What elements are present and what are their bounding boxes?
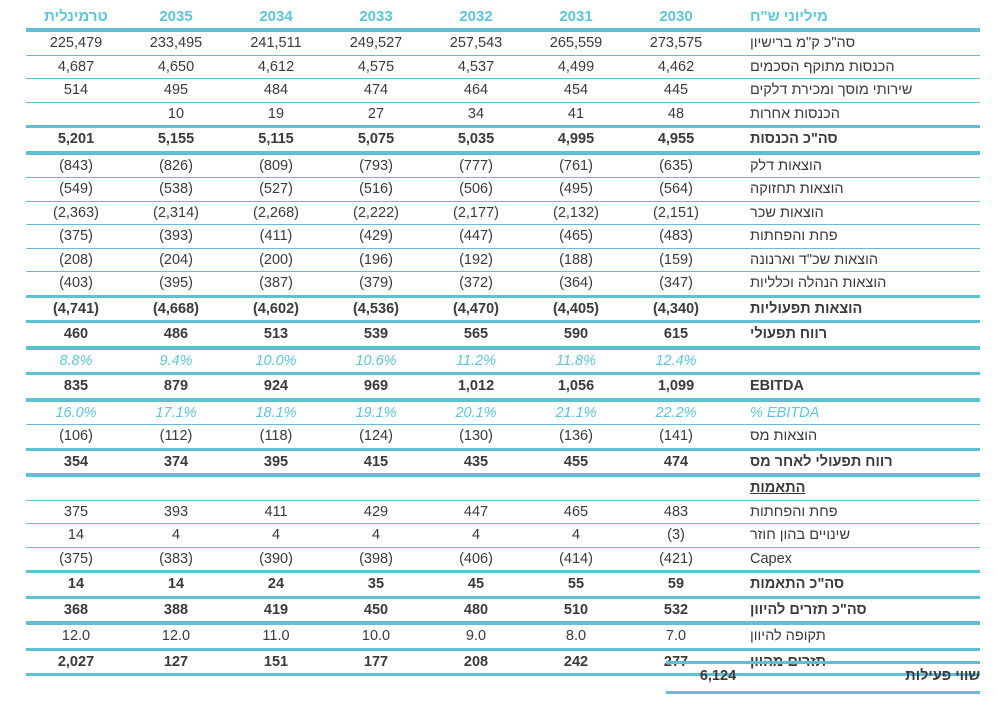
table-cell: 411 [264,503,288,520]
table-cell: 21.1% [555,404,597,421]
table-row [26,271,980,295]
year-header-2030: 2030 [659,7,693,25]
table-cell: (564) [659,181,693,198]
table-cell: (2,314) [153,204,199,221]
table-cell: (2,151) [653,204,699,221]
year-header-terminal: טרמינלית [44,7,108,25]
table-cell: (4,536) [353,300,399,317]
table-cell: 11.8% [555,352,597,369]
table-row [26,570,980,599]
table-cell: 17.1% [155,404,197,421]
table-row [26,349,980,373]
table-cell: 435 [463,453,489,470]
row-label: רווח תפעולי לאחר מס [750,453,893,470]
table-cell: 495 [163,82,189,99]
table-cell: 465 [563,503,589,520]
table-cell: 177 [363,653,389,670]
table-cell: 4 [571,527,581,544]
table-cell: 1,056 [557,378,595,395]
table-cell: (2,268) [253,204,299,221]
table-row [26,154,980,178]
table-cell: 835 [63,378,89,395]
table-row [26,523,980,547]
table-cell: (196) [359,251,393,268]
table-row [26,102,980,126]
table-cell: 513 [263,326,289,343]
row-label: שינויים בהון חוזר [750,527,851,544]
table-cell: (777) [459,157,493,174]
row-label: הוצאות הנהלה וכלליות [750,275,887,292]
table-cell: 415 [363,453,389,470]
table-row [26,500,980,524]
table-cell: (124) [359,428,393,445]
table-cell: (208) [59,251,93,268]
table-cell: 24 [267,576,285,593]
table-cell: 151 [263,653,289,670]
table-cell: 249,527 [349,35,403,52]
table-cell: 4,537 [457,58,495,75]
year-header-2032: 2032 [459,7,493,25]
table-cell: 455 [563,453,589,470]
table-cell: 514 [63,82,89,99]
table-cell: (2,363) [53,204,99,221]
table-row [26,323,980,349]
row-label: סה"כ ק"מ ברישיון [750,35,856,52]
table-cell: 48 [667,105,685,122]
table-cell: 924 [263,378,289,395]
table-row [26,31,980,55]
table-cell: 11.0 [262,628,290,645]
table-cell: 532 [663,601,689,618]
table-cell: (403) [59,275,93,292]
table-cell: 12.0 [161,628,191,645]
table-cell: 879 [163,378,189,395]
table-cell: 14 [67,527,85,544]
table-cell: (406) [459,550,493,567]
table-cell: 454 [563,82,589,99]
year-header-2033: 2033 [359,7,393,25]
table-cell: (549) [59,181,93,198]
table-cell: 4,462 [657,58,695,75]
table-cell: (4,741) [53,300,99,317]
table-row [26,448,980,477]
table-cell: 34 [467,105,485,122]
table-cell: (429) [359,228,393,245]
table-cell: 55 [567,576,585,593]
table-cell: 4,687 [57,58,95,75]
table-cell: (414) [559,550,593,567]
table-cell: 59 [667,576,685,593]
table-cell: 590 [563,326,589,343]
table-cell: 4,499 [557,58,595,75]
table-row [26,599,980,625]
row-label: הוצאות תחזוקה [750,181,844,198]
table-cell: 208 [463,653,489,670]
table-row [26,476,980,500]
table-cell: (347) [659,275,693,292]
table-cell: 14 [67,576,85,593]
table-cell: 233,495 [149,35,203,52]
table-cell: 368 [63,601,89,618]
row-label: EBITDA % [750,404,820,421]
table-cell: (136) [559,428,593,445]
table-cell: (843) [59,157,93,174]
row-label: EBITDA [750,378,804,395]
table-cell: 4,995 [557,131,595,148]
table-cell: (372) [459,275,493,292]
table-cell: (159) [659,251,693,268]
table-cell: (2,222) [353,204,399,221]
table-cell: 4,575 [357,58,395,75]
table-cell: (495) [559,181,593,198]
table-cell: 429 [363,503,389,520]
table-cell: (130) [459,428,493,445]
row-label: הוצאות שכ"ד וארנונה [750,251,879,268]
table-cell: 27 [367,105,385,122]
enterprise-value-label: שווי פעילות [905,668,980,684]
table-cell: (112) [159,428,193,445]
table-cell: 20.1% [455,404,497,421]
table-row [26,424,980,448]
table-cell: 11.2% [455,352,497,369]
table-cell: 1,012 [457,378,495,395]
enterprise-value: 6,124 [699,668,737,684]
table-cell: 1,099 [657,378,695,395]
row-label: סה"כ התאמות [750,576,845,593]
table-cell: 273,575 [649,35,703,52]
table-cell: 10.6% [355,352,397,369]
table-cell: 257,543 [449,35,503,52]
table-cell: 19.1% [355,404,397,421]
table-cell: 18.1% [255,404,297,421]
table-cell: 510 [563,601,589,618]
table-row [26,125,980,154]
table-cell: 9.4% [159,352,193,369]
table-cell: 41 [567,105,585,122]
row-label: סה"כ תזרים להיוון [750,601,867,618]
table-cell: 5,201 [57,131,95,148]
table-cell: 127 [163,653,189,670]
table-cell: 7.0 [665,628,687,645]
table-cell: 393 [163,503,189,520]
year-header-2034: 2034 [259,7,293,25]
table-cell: 480 [463,601,489,618]
table-cell: (483) [659,228,693,245]
table-cell: 539 [363,326,389,343]
table-cell: 12.4% [655,352,697,369]
table-cell: (4,405) [553,300,599,317]
table-cell: 474 [363,82,389,99]
table-cell: (506) [459,181,493,198]
table-cell: 242 [563,653,589,670]
table-cell: 8.0 [565,628,587,645]
table-cell: 4,955 [657,131,695,148]
row-label: פחת והפחתות [750,228,838,245]
enterprise-value-box [666,661,980,694]
table-cell: (118) [259,428,293,445]
table-cell: 450 [363,601,389,618]
table-cell: 464 [463,82,489,99]
table-cell: 4,650 [157,58,195,75]
row-label: שירותי מוסך ומכירת דלקים [750,82,913,99]
table-cell: 5,075 [357,131,395,148]
table-cell: (192) [459,251,493,268]
table-cell: 388 [163,601,189,618]
table-cell: (826) [159,157,193,174]
table-cell: 4 [171,527,181,544]
table-cell: (188) [559,251,593,268]
table-cell: 5,115 [258,131,294,148]
table-cell: 4 [371,527,381,544]
table-cell: 277 [663,653,689,670]
table-cell: (421) [659,550,693,567]
table-row [26,201,980,225]
row-label: רווח תפעולי [750,326,828,343]
table-cell: (106) [59,428,93,445]
financial-table [26,4,980,676]
table-cell: 375 [63,503,89,520]
table-cell: 12.0 [61,628,91,645]
table-cell: 45 [467,576,485,593]
table-cell: (4,470) [453,300,499,317]
table-cell: 19 [267,105,285,122]
table-row [26,78,980,102]
table-cell: 374 [163,453,189,470]
table-cell: (635) [659,157,693,174]
row-label: Capex [750,550,792,567]
table-cell: 265,559 [549,35,603,52]
table-cell: (200) [259,251,293,268]
table-header-row [26,4,980,31]
table-cell: 474 [663,453,689,470]
table-cell: (398) [359,550,393,567]
row-label: התאמות [750,480,806,497]
table-cell: 4 [271,527,281,544]
table-cell: (364) [559,275,593,292]
table-cell: (809) [259,157,293,174]
table-row [26,177,980,201]
table-cell: 483 [663,503,689,520]
table-cell: 10 [167,105,185,122]
table-cell: (4,668) [153,300,199,317]
table-cell: 4 [471,527,481,544]
table-cell: (204) [159,251,193,268]
table-cell: 565 [463,326,489,343]
table-cell: 5,155 [157,131,195,148]
table-cell: 447 [463,503,489,520]
table-cell: 10.0% [255,352,297,369]
table-cell: 22.2% [655,404,697,421]
row-label: הכנסות מתוקף הסכמים [750,58,895,75]
table-cell: (375) [59,228,93,245]
table-cell: (538) [159,181,193,198]
row-label: הוצאות דלק [750,157,822,174]
table-row [26,547,980,571]
table-cell: 5,035 [457,131,495,148]
table-cell: (387) [259,275,293,292]
table-cell: (375) [59,550,93,567]
table-cell: (527) [259,181,293,198]
year-header-2031: 2031 [559,7,593,25]
table-cell: 486 [163,326,189,343]
table-cell: (411) [259,228,293,245]
table-cell: 484 [263,82,289,99]
table-cell: 10.0 [361,628,391,645]
table-cell: 9.0 [465,628,487,645]
table-cell: (2,177) [453,204,499,221]
table-cell: (390) [259,550,293,567]
table-row [26,624,980,648]
row-label: תזרים מהוון [750,653,827,670]
table-cell: (395) [159,275,193,292]
table-cell: 14 [167,576,185,593]
table-cell: 615 [663,326,689,343]
table-cell: (4,340) [653,300,699,317]
table-cell: (447) [459,228,493,245]
table-row [26,55,980,79]
table-row [26,248,980,272]
table-row [26,224,980,248]
table-cell: 460 [63,326,89,343]
table-cell: 445 [663,82,689,99]
table-cell: 419 [263,601,289,618]
row-label: הוצאות תפעוליות [750,300,863,317]
table-cell: (761) [559,157,593,174]
table-cell: (793) [359,157,393,174]
table-cell: (393) [159,228,193,245]
row-label: סה"כ הכנסות [750,131,838,148]
table-cell: 354 [63,453,89,470]
table-cell: (383) [159,550,193,567]
units-header: מיליוני ש"ח [750,7,828,25]
table-cell: (3) [667,527,685,544]
table-cell: 8.8% [59,352,93,369]
table-cell: 241,511 [250,35,302,52]
table-cell: 35 [367,576,385,593]
table-cell: 225,479 [49,35,103,52]
table-row [26,295,980,324]
table-cell: (516) [359,181,393,198]
table-cell: 16.0% [55,404,97,421]
row-label: הכנסות אחרות [750,105,840,122]
table-cell: 4,612 [257,58,295,75]
table-row [26,401,980,425]
row-label: תקופה להיוון [750,628,826,645]
table-cell: (4,602) [253,300,299,317]
table-cell: (379) [359,275,393,292]
table-cell: 969 [363,378,389,395]
row-label: הוצאות שכר [750,204,824,221]
table-cell: (2,132) [553,204,599,221]
row-label [750,350,980,373]
table-row [26,372,980,401]
table-cell: (141) [659,428,693,445]
table-cell: 395 [263,453,289,470]
table-cell: (465) [559,228,593,245]
row-label: הוצאות מס [750,428,818,445]
year-header-2035: 2035 [159,7,193,25]
table-cell: 2,027 [57,653,95,670]
row-label: פחת והפחתות [750,503,838,520]
